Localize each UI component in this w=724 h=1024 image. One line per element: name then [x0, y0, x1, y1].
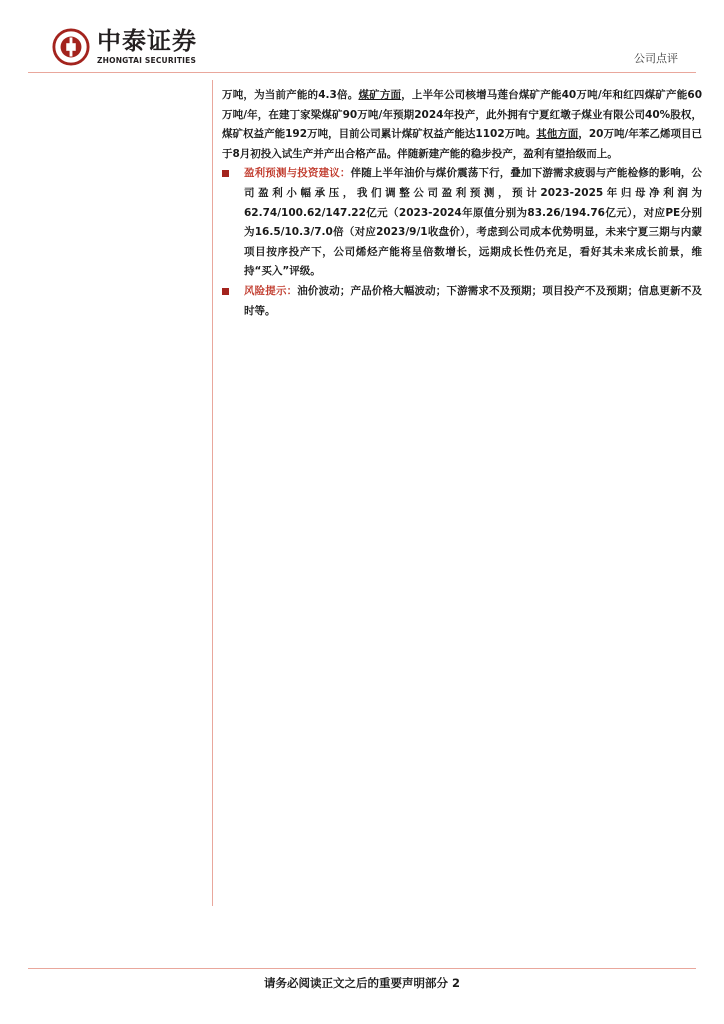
logo-english-name: ZHONGTAI SECURITIES	[97, 56, 197, 66]
coal-section-label: 煤矿方面	[358, 89, 402, 101]
capacity-text-1: 万吨，为当前产能的4.3倍。	[222, 89, 359, 101]
company-logo	[52, 28, 197, 66]
left-margin-divider	[212, 80, 213, 906]
report-body	[222, 86, 702, 321]
footer-disclaimer	[0, 975, 724, 991]
header-divider	[28, 72, 696, 73]
risk-warning-paragraph	[222, 282, 702, 321]
capacity-paragraph	[222, 86, 702, 164]
risk-warning-label: 风险提示：	[244, 284, 298, 297]
risk-warning-text: 油价波动；产品价格大幅波动；下游需求不及预期；项目投产不及预期；信息更新不及时等。	[244, 284, 703, 317]
footer-divider	[28, 968, 696, 969]
bullet-square-icon	[222, 170, 229, 177]
earnings-forecast-paragraph	[222, 164, 702, 282]
capacity-text-2: ，上半年公司核增马莲台煤矿产能40万吨/年和红四煤矿产能60万吨/年，在建丁家梁煤矿90万吨/年预期2024年投产，此外拥有宁夏红墩子煤业有限公司40%股权，煤矿权益产能192万吨，目前公司累计煤矿权益产能达1102万吨。	[222, 89, 703, 141]
report-type-label: 公司点评	[634, 52, 678, 65]
earnings-forecast-label: 盈利预测与投资建议：	[244, 167, 351, 180]
bullet-square-icon	[222, 288, 229, 295]
other-section-label: 其他方面	[536, 128, 579, 141]
logo-chinese-name: 中泰证券	[97, 27, 197, 56]
zhongtai-logo-icon	[52, 28, 90, 66]
capacity-text-3: ，20万吨/年苯乙烯项目已于8月初投入试生产并产出合格产品。伴随新建产能的稳步投产，盈利有望拾级而上。	[222, 128, 703, 160]
page-number: 2	[452, 976, 461, 990]
footer-disclaimer-text: 请务必阅读正文之后的重要声明部分	[263, 976, 448, 990]
earnings-forecast-text: 伴随上半年油价与煤价震荡下行，叠加下游需求疲弱与产能检修的影响，公司盈利小幅承压，我们调整公司盈利预测，预计2023-2025年归母净利润为62.74/100.62/147.22亿元（2023-2024年原值分别为83.26/194.76亿元），对应PE分别为16.5/10.3/7.0倍（对应2023/9/1收盘价），考虑到公司成本优势明显，未来宁夏三期与内蒙项目按序投产下，公司烯烃产能将呈倍数增长，远期成长性仍充足，看好其未来成长前景，维持“买入”评级。	[244, 167, 703, 278]
